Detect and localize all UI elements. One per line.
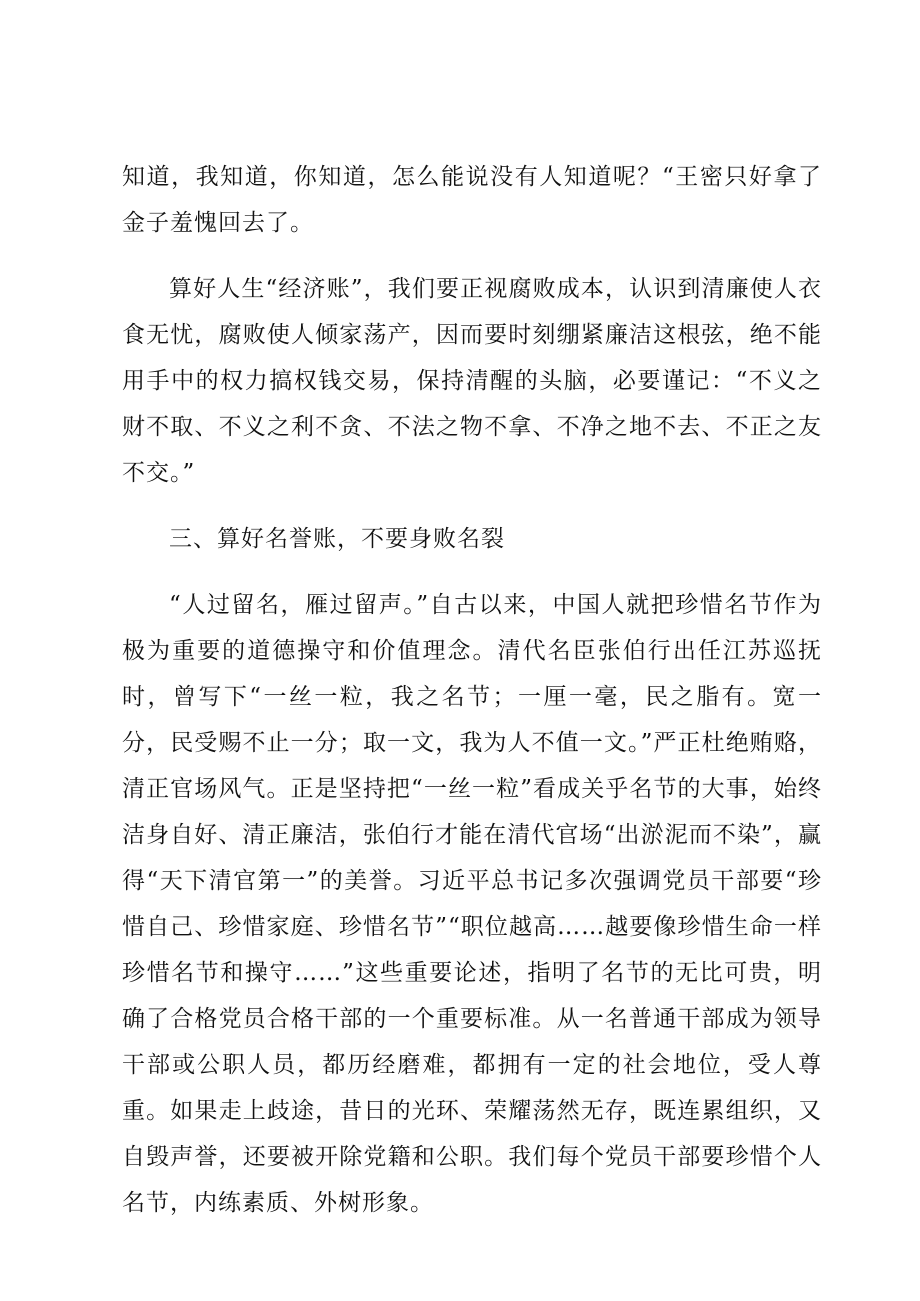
paragraph-economic-account: 算好人生“经济账”，我们要正视腐败成本，认识到清廉使人衣食无忧，腐败使人倾家荡产，因而要时刻绷紧廉洁这根弦，绝不能用手中的权力搞权钱交易，保持清醒的头脑，必要谨记：“不义之财不取、不义之利不贪、不法之物不拿、不净之地不去、不正之友不交。” bbox=[122, 276, 822, 486]
paragraph-reputation: “人过留名，雁过留声。”自古以来，中国人就把珍惜名节作为极为重要的道德操守和价值理念。清代名臣张伯行出任江苏巡抚时，曾写下“一丝一粒，我之名节；一厘一毫，民之脂有。宽一分，民受赐不止一分；取一文，我为人不值一文。”严正杜绝贿赂，清正官场风气。正是坚持把“一丝一粒”看成关乎名节的大事，始终洁身自好、清正廉洁，张伯行才能在清代官场“出淤泥而不染”，赢得“天下清官第一”的美誉。习近平总书记多次强调党员干部要“珍惜自己、珍惜家庭、珍惜名节”“职位越高……越要像珍惜生命一样珍惜名节和操守……”这些重要论述，指明了名节的无比可贵，明确了合格党员合格干部的一个重要标准。从一名普通干部成为领导干部或公职人员，都历经磨难，都拥有一定的社会地位，受人尊重。如果走上歧途，昔日的光环、荣耀荡然无存，既连累组织，又自毁声誉，还要被开除党籍和公职。我们每个党员干部要珍惜个人名节，内练素质、外树形象。 bbox=[122, 592, 822, 1216]
document-body bbox=[122, 154, 822, 1226]
section-heading-reputation: 三、算好名誉账，不要身败名裂 bbox=[169, 526, 505, 552]
paragraph-continuation: 知道，我知道，你知道，怎么能说没有人知道呢？“王密只好拿了金子羞愧回去了。 bbox=[122, 164, 822, 236]
